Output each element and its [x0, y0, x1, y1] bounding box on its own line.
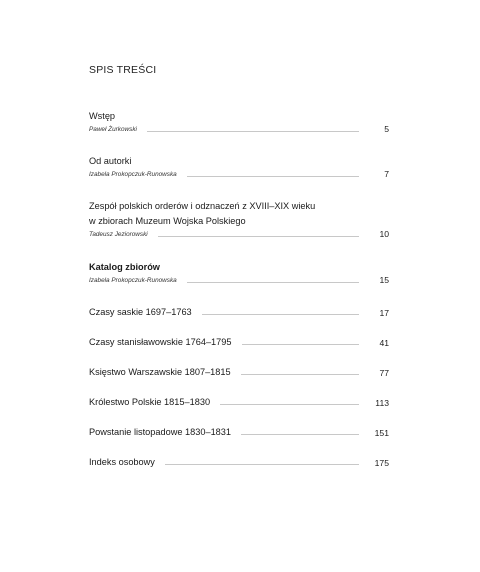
toc-entry-page-number: 41 [379, 338, 389, 348]
toc-entry-title: Wstęp [89, 111, 116, 121]
toc-entry-page-number: 77 [379, 368, 389, 378]
toc-entry-page-number: 113 [375, 398, 389, 408]
dot-leader [241, 374, 359, 375]
dot-leader [147, 131, 359, 132]
dot-leader [220, 404, 359, 405]
toc-entry-title: Czasy saskie 1697–1763 [89, 307, 192, 317]
toc-entry-author: Izabela Prokopczuk-Runowska [89, 277, 177, 284]
toc-entry-collection-essay[interactable] [89, 199, 389, 239]
toc-entry-title-line-1: Zespół polskich orderów i odznaczeń z XVIII–XIX wieku [89, 201, 316, 211]
toc-entry-title: Katalog zbiorów [89, 262, 160, 272]
toc-entry-page-number: 175 [374, 458, 389, 468]
toc-entry-author: Paweł Żurkowski [89, 126, 137, 133]
toc-entry-author: Izabela Prokopczuk-Runowska [89, 171, 177, 178]
toc-entry-page-number: 10 [379, 229, 389, 239]
toc-entry-november-uprising[interactable] [89, 426, 389, 438]
toc-entry-page-number: 15 [379, 275, 389, 285]
toc-entry-title: Królestwo Polskie 1815–1830 [89, 397, 211, 407]
toc-entry-page-number: 17 [379, 308, 389, 318]
toc-entry-page-number: 5 [384, 124, 389, 134]
toc-entry-title: Czasy stanisławowskie 1764–1795 [89, 337, 232, 347]
toc-entry-catalogue[interactable] [89, 260, 389, 285]
toc-entry-title-line-2: w zbiorach Muzeum Wojska Polskiego [89, 216, 246, 226]
dot-leader [202, 314, 359, 315]
toc-entry-saxon-era[interactable] [89, 306, 389, 318]
dot-leader [158, 236, 359, 237]
toc-entry-title: Księstwo Warszawskie 1807–1815 [89, 367, 231, 377]
page-title: SPIS TREŚCI [89, 64, 157, 76]
toc-entry-page-number: 151 [374, 428, 389, 438]
toc-entry-title: Indeks osobowy [89, 457, 155, 467]
dot-leader [165, 464, 359, 465]
toc-entry-index-of-persons[interactable] [89, 456, 389, 468]
toc-entry-introduction[interactable] [89, 109, 389, 134]
dot-leader [242, 344, 360, 345]
toc-entry-title: Powstanie listopadowe 1830–1831 [89, 427, 232, 437]
dot-leader [187, 282, 359, 283]
dot-leader [241, 434, 359, 435]
toc-entry-authors-note[interactable] [89, 154, 389, 179]
toc-entry-duchy-of-warsaw[interactable] [89, 366, 389, 378]
toc-entry-author: Tadeusz Jeziorowski [89, 231, 148, 238]
dot-leader [187, 176, 359, 177]
toc-entry-page-number: 7 [384, 169, 389, 179]
toc-entry-kingdom-of-poland[interactable] [89, 396, 389, 408]
toc-entry-title: Od autorki [89, 156, 132, 166]
toc-entry-stanislaus-era[interactable] [89, 336, 389, 348]
